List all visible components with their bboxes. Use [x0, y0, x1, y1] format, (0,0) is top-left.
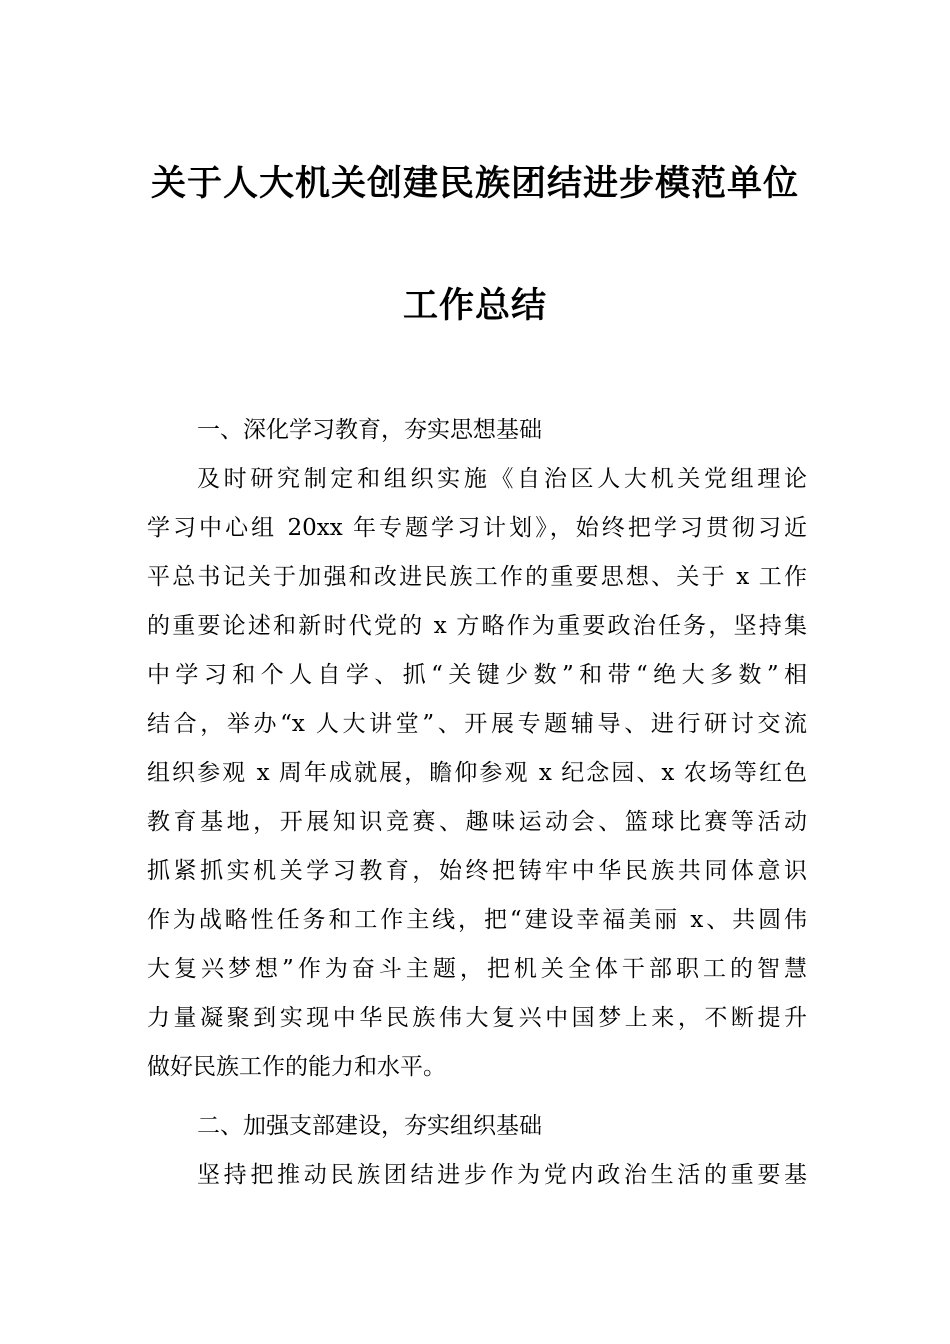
paragraph-line: 中学习和个人自学、抓“关键少数”和带“绝大多数”相: [147, 662, 807, 688]
paragraph-line: 结合，举办“x 人大讲堂”、开展专题辅导、进行研讨交流: [147, 711, 807, 737]
document-title-line-1: 关于人大机关创建民族团结进步模范单位: [150, 164, 799, 204]
section-heading-2: 二、加强支部建设，夯实组织基础: [197, 1113, 542, 1139]
paragraph-line: 组织参观 x 周年成就展，瞻仰参观 x 纪念园、x 农场等红色: [147, 760, 807, 786]
paragraph-line: 做好民族工作的能力和水平。: [147, 1054, 446, 1080]
document-title-line-2: 工作总结: [402, 286, 547, 326]
paragraph-line: 大复兴梦想”作为奋斗主题，把机关全体干部职工的智慧: [147, 956, 807, 982]
paragraph-line: 平总书记关于加强和改进民族工作的重要思想、关于 x 工作: [147, 564, 807, 590]
paragraph-line: 教育基地，开展知识竞赛、趣味运动会、篮球比赛等活动: [147, 809, 807, 835]
paragraph-line: 作为战略性任务和工作主线，把“建设幸福美丽 x、共圆伟: [147, 907, 807, 933]
paragraph-line: 抓紧抓实机关学习教育，始终把铸牢中华民族共同体意识: [147, 858, 807, 884]
paragraph-line: 坚持把推动民族团结进步作为党内政治生活的重要基: [197, 1162, 807, 1188]
paragraph-line: 力量凝聚到实现中华民族伟大复兴中国梦上来，不断提升: [147, 1005, 807, 1031]
paragraph-line: 及时研究制定和组织实施《自治区人大机关党组理论: [197, 466, 807, 492]
paragraph-line: 学习中心组 20xx 年专题学习计划》，始终把学习贯彻习近: [147, 515, 807, 541]
section-heading-1: 一、深化学习教育，夯实思想基础: [197, 417, 542, 443]
paragraph-line: 的重要论述和新时代党的 x 方略作为重要政治任务，坚持集: [147, 613, 807, 639]
